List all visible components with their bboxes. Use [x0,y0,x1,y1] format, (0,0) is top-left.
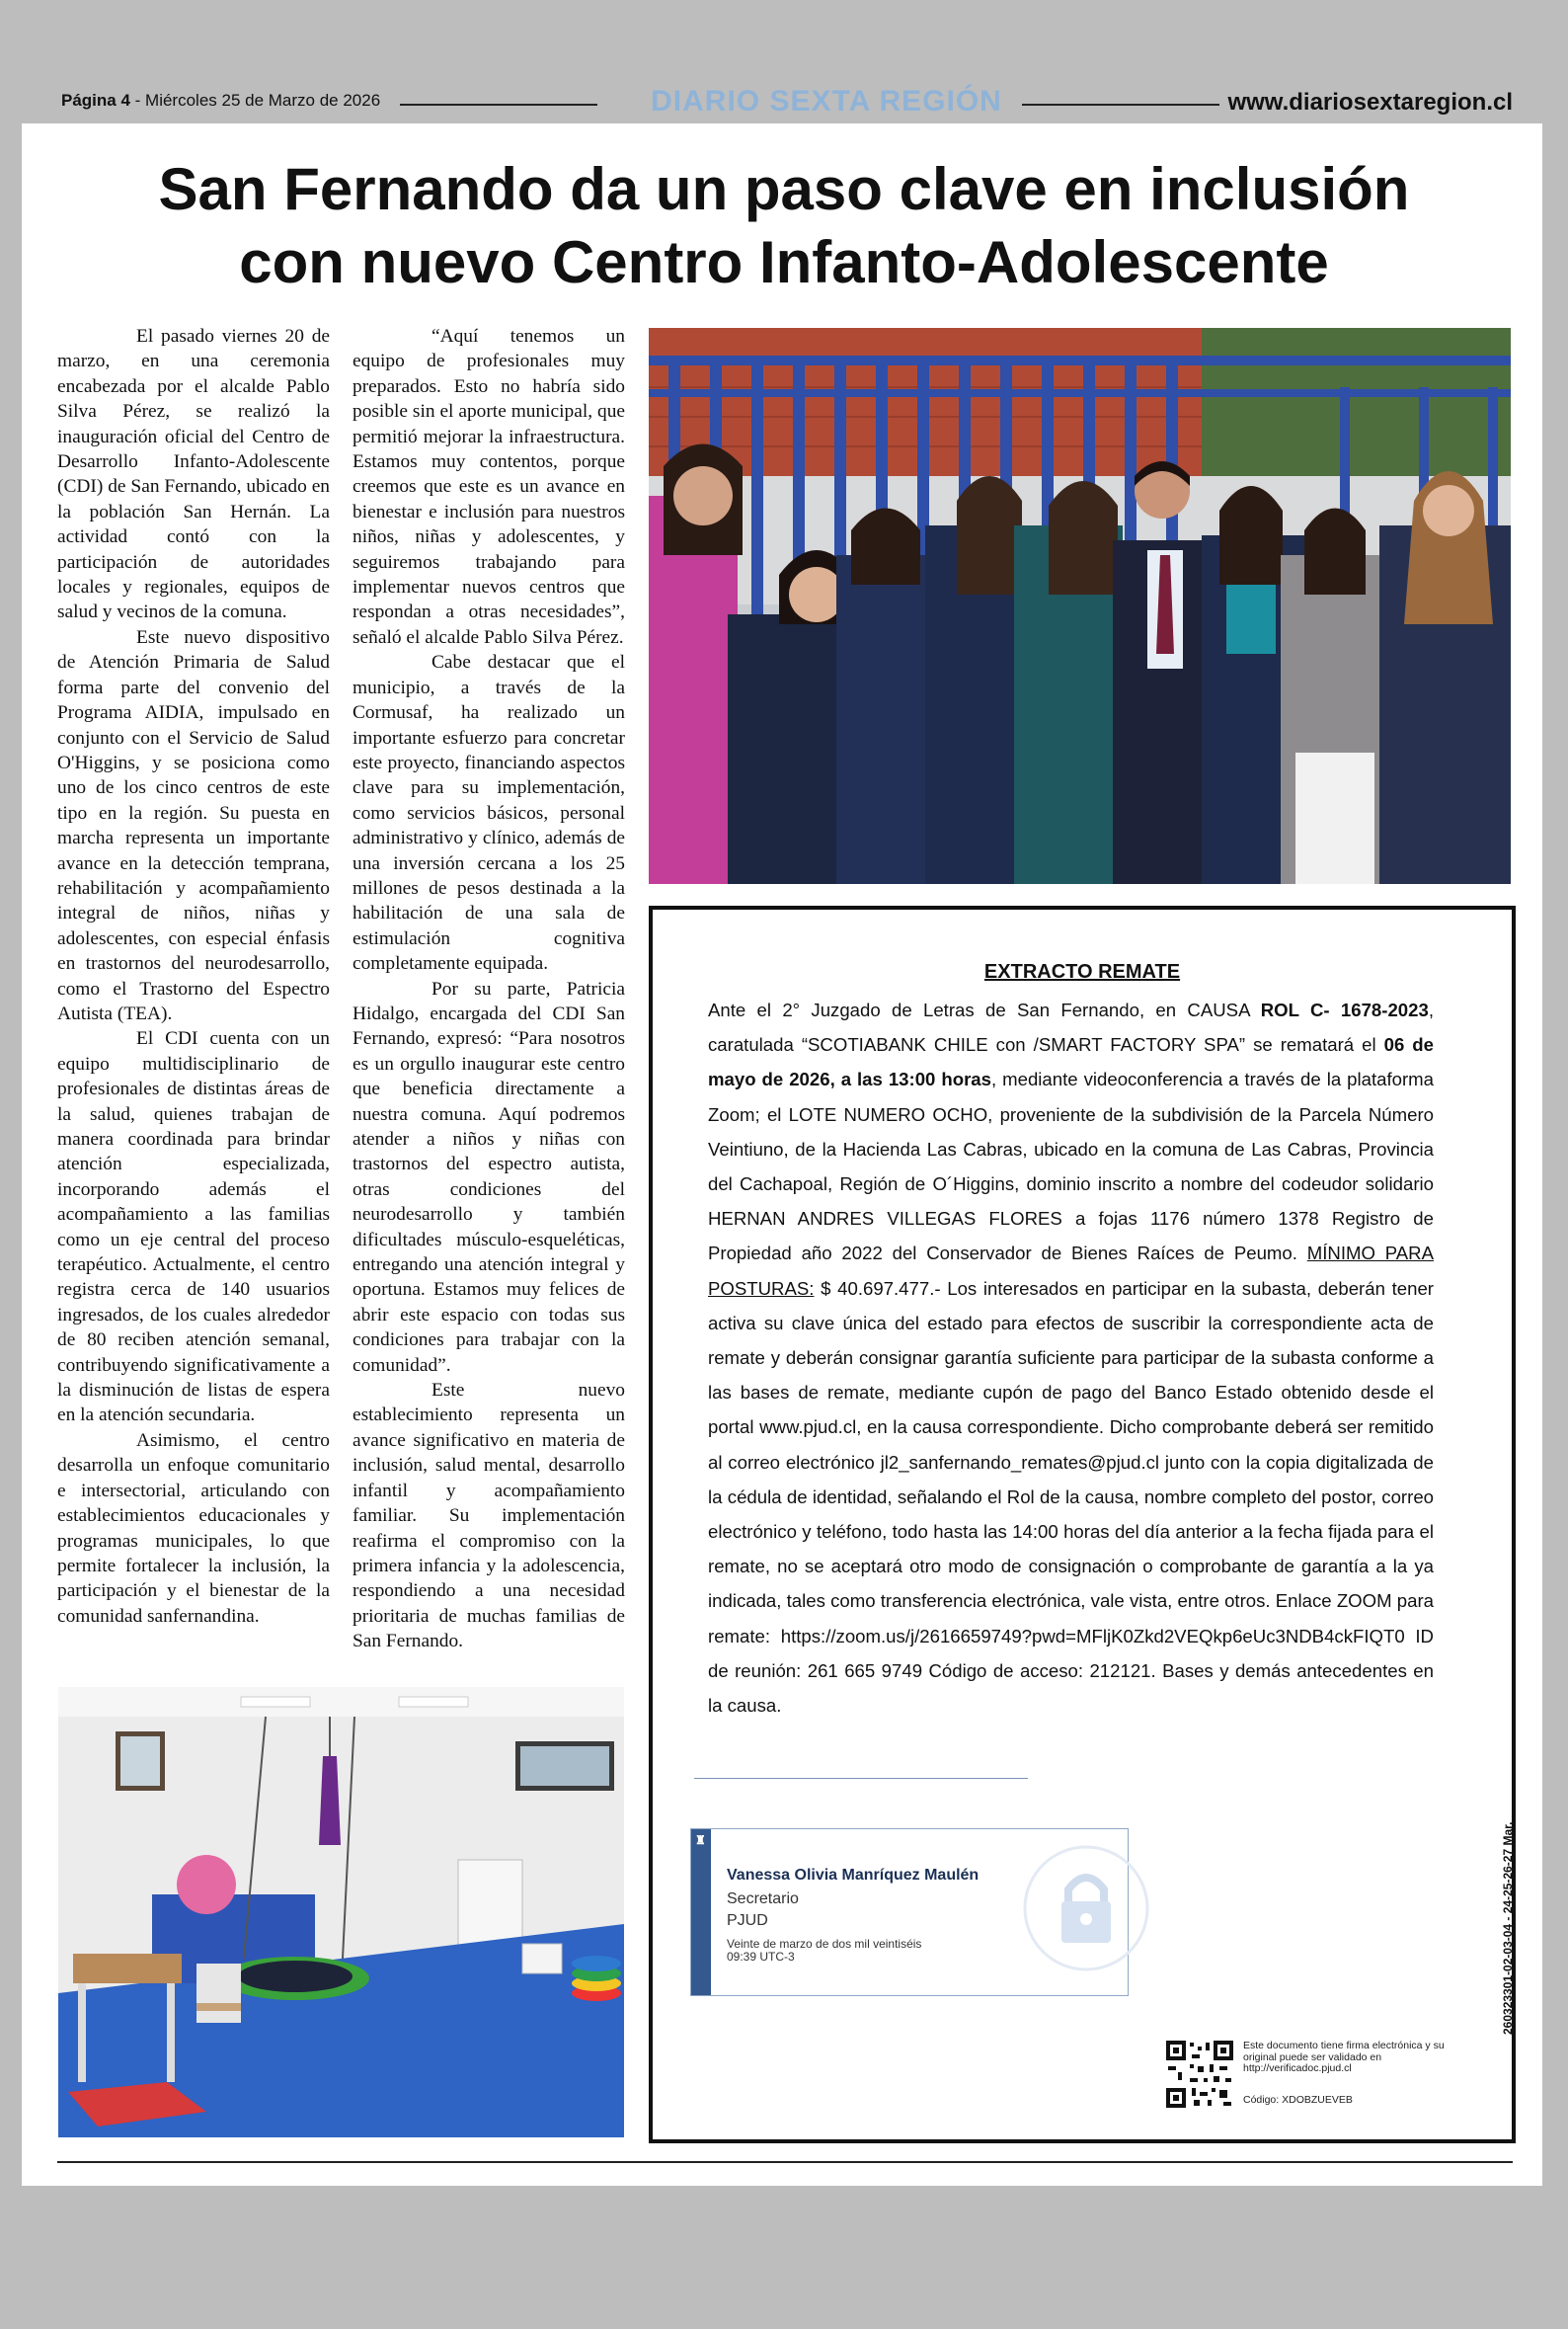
publication-code: 260323301-02-03-04 - 24-25-26-27 Mar. [1501,1821,1515,2035]
paragraph: “Aquí tenemos un equipo de profesionales muy preparados. Esto no habría sido posible sin el aporte municipal, que permitió mejorar la infraestructura. Estamos muy contentos, porque creemos que este es un avance en bienestar e inclusión para nuestros niños, niñas y adolescentes, y seguiremos trabajando para implementar nuevos centros que respondan a otras necesidades”, señaló el alcalde Pablo Silva Pérez. [353,326,625,648]
signature-date-text: Veinte de marzo de dos mil veintiséis [727,1937,922,1951]
case-number: ROL C- 1678-2023 [1260,1000,1429,1020]
article-column-1 [57,324,330,1629]
therapy-room-photo [58,1687,624,2137]
auction-notice-body [708,993,1434,1723]
qr-code-icon[interactable] [1164,2039,1235,2110]
signer-role: Secretario [727,1890,799,1907]
notice-text: Ante el 2° Juzgado de Letras de San Fernando, en CAUSA [708,1000,1261,1020]
masthead [59,85,1521,124]
notice-text: $ 40.697.477.- Los interesados en participar en la subasta, deberán tener activa su clave única del estado para efectos de suscribir la correspondiente acta de remate y deberán consignar garantía suficiente para participar de la subasta conforme a las bases de remate, mediante cupón de pago del Banco Estado obtenido desde el portal www.pjud.cl, en la causa correspondiente. Dicho comprobante deberá ser remitido al correo electrónico jl2_sanfernando_remates@pjud.cl junto con la copia digitalizada de la cédula de identidad, señalando el Rol de la causa, nombre completo del postor, correo electrónico y teléfono, todo hasta las 14:00 horas del día anterior a la fecha fijada para el remate, no se aceptará otro modo de consignación o comprobante de garantía a la ya indicada, tales como transferencia electrónica, vale vista, entre otros. Enlace ZOOM para remate: https://zoom.us/j/2616659749?pwd=MFljK0Zkd2VEQkp6eUc3NDB4ckFIQT0 ID de reunión: 261 665 9749 Código de acceso: 212121. Bases y demás antecedentes en la causa. [708,1277,1434,1717]
headline-line-1: San Fernando da un paso clave en inclusión [158,156,1410,222]
headline [39,153,1529,299]
notice-text: , mediante videoconferencia a través de la plataforma Zoom; el LOTE NUMERO OCHO, proveniente de la subdivisión de la Parcela Número Veintiuno, de la Hacienda Las Cabras, ubicado en la comuna de Las Cabras, Provincia del Cachapoal, Región de O´Higgins, dominio inscrito a nombre del codeudor solidario HERNAN ANDRES VILLEGAS FLORES a fojas 1176 número 1378 Registro de Propiedad año 2022 del Conservador de Bienes Raíces de Peumo. [708,1069,1434,1264]
divider [694,1778,1028,1779]
paragraph: El pasado viernes 20 de marzo, en una ceremonia encabezada por el alcalde Pablo Silva Pérez, se realizó la inauguración oficial del Centro de Desarrollo Infanto-Adolescente (CDI) de San Fernando, ubicado en la población San Hernán. La actividad contó con la participación de autoridades locales y regionales, equipos de salud y vecinos de la comuna. [57,326,330,623]
seal-icon: ♜ [695,1833,706,1847]
website-url[interactable]: www.diariosextaregion.cl [1227,89,1513,116]
paragraph: Cabe destacar que el municipio, a través de la Cormusaf, ha realizado un importante esfuerzo para concretar este proyecto, financiando aspectos clave para su implementación, como servicios básicos, personal administrativo y clínico, además de una inversión cercana a los 25 millones de pesos destinada a la habilitación de una sala de estimulación cognitiva completamente equipada. [353,652,625,975]
article-column-2 [353,324,625,1654]
masthead-rule-right [1022,104,1219,106]
paragraph: El CDI cuenta con un equipo multidisciplinario de profesionales de distintas áreas de la salud, quienes trabajan de manera coordinada para brindar atención especializada, incorporando además el acompañamiento a las familias como un eje central del proceso terapéutico. Actualmente, el centro registra cerca de 140 usuarios ingresados, de los cuales alrededor de 80 reciben atención semanal, contribuyendo significativamente a la disminución de listas de espera en la atención secundaria. [57,1028,330,1426]
lock-icon [1022,1844,1150,1972]
page-label: Página 4 [61,91,130,110]
masthead-rule-left [400,104,597,106]
paragraph: Este nuevo dispositivo de Atención Primaria de Salud forma parte del convenio del Programa AIDIA, impulsado en conjunto con el Servicio de Salud O'Higgins, y se posiciona como uno de los cinco centros de este tipo en la región. Su puesta en marcha representa un importante avance en la detección temprana, rehabilitación y acompañamiento integral de niños, niñas y adolescentes, con especial énfasis en trastornos del neurodesarrollo, como el Trastorno del Espectro Autista (TEA). [57,626,330,1024]
team-photo [649,328,1511,884]
notice-text: , caratulada “SCOTIABANK CHILE con /SMART FACTORY SPA” se rematará el [708,1000,1434,1056]
signature-date [727,1938,964,1964]
signature-time: 09:39 UTC-3 [727,1950,795,1964]
page-date: - Miércoles 25 de Marzo de 2026 [129,91,381,110]
page-info [61,91,380,111]
signature-bar [691,1829,711,1995]
page-bottom-rule [57,2161,1513,2163]
signer-organization: PJUD [727,1912,768,1929]
auction-notice [649,906,1516,2143]
auction-notice-title: EXTRACTO REMATE [983,961,1181,983]
headline-line-2: con nuevo Centro Infanto-Adolescente [239,229,1329,295]
paragraph: Asimismo, el centro desarrolla un enfoque comunitario e intersectorial, articulando con establecimientos educacionales y programas municipales, lo que permite fortalecer la inclusión, la participación y el bienestar de la comunidad sanfernandina. [57,1429,330,1627]
electronic-signature [690,1828,1129,1996]
verification-code: Código: XDOBZUEVEB [1243,2094,1353,2106]
signer-name: Vanessa Olivia Manríquez Maulén [727,1867,980,1884]
auction-date: 06 de mayo de 2026, a las 13:00 horas [708,1034,1434,1090]
verification-text: Este documento tiene firma electrónica y su original puede ser validado en http://verificadoc.pjud.cl [1243,2040,1445,2074]
paragraph: Por su parte, Patricia Hidalgo, encargada del CDI San Fernando, expresó: “Para nosotros es un orgullo inaugurar este centro que beneficia directamente a nuestra comuna. Aquí podremos atender a niños y niñas con trastornos del espectro autista, otras condiciones del neurodesarrollo y también dificultades músculo-esqueléticas, entregando una atención integral y oportuna. Estamos muy felices de abrir este espacio con todas sus condiciones para trabajar con la comunidad”. [353,978,625,1376]
paragraph: Este nuevo establecimiento representa un avance significativo en materia de inclusión, salud mental, desarrollo infantil y acompañamiento familiar. Su implementación reafirma el compromiso con la primera infancia y la adolescencia, respondiendo a una necesidad prioritaria de muchas familias de San Fernando. [353,1380,625,1652]
newspaper-title: DIARIO SEXTA REGIÓN [651,85,1002,118]
minimum-bid-label: MÍNIMO PARA POSTURAS: [708,1243,1435,1299]
verification-block [1164,2039,1480,2114]
